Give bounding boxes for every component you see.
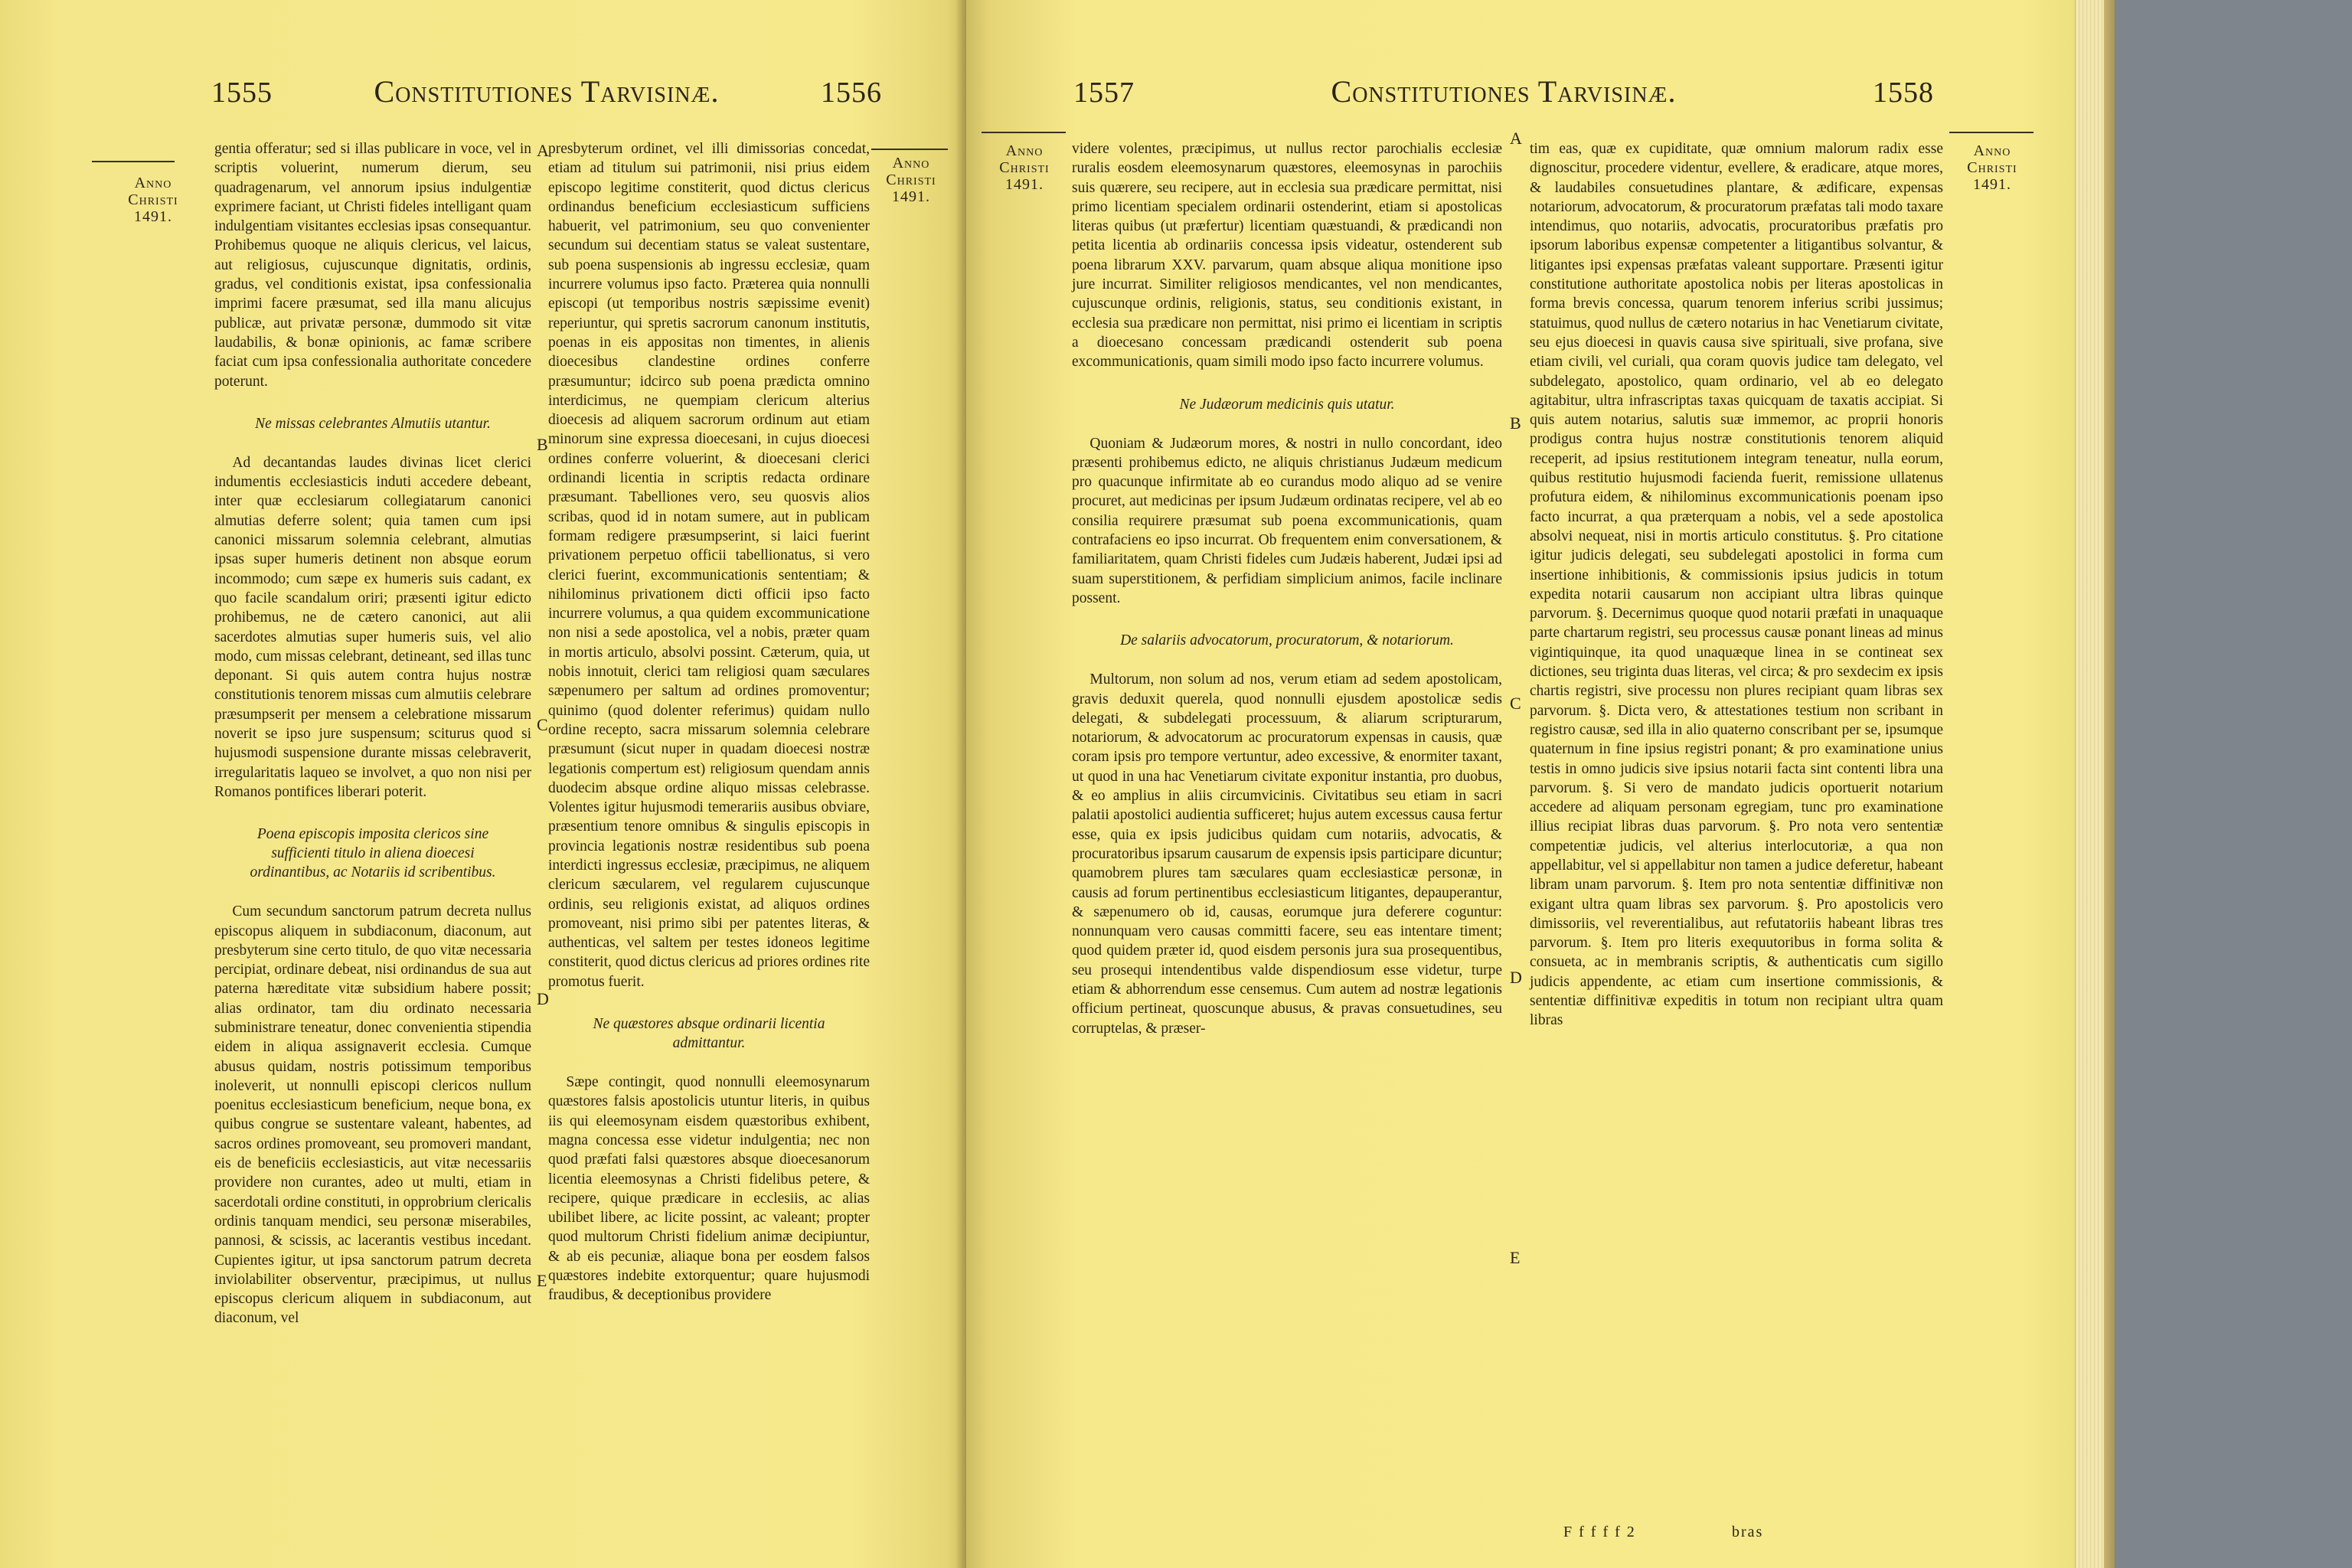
section-heading: Ne quæstores absque ordinarii licentia admittantur.	[593, 1016, 825, 1052]
section-letter: D	[1510, 968, 1522, 987]
signature-mark: F f f f f 2	[1563, 1524, 1636, 1540]
paragraph: Sæpe contingit, quod nonnulli eleemosynarum quæstores falsis apostolicis utuntur literis, in quibus iis qui eleemosynam eisdem quæstoribus exhibent, magna concessa esse videtur indulgentia; nec non quod præfati falsi quæstores absque dioecesanorum licentia eleemosynas a Christi fidelibus petere, & recipere, quique prædicare in ecclesiis, ac alias ubilibet libere, ac licite possint, ac valeant; propter quod multorum Christi fidelium animæ decipiuntur, & ab eis pecuniæ, aliaque bona per eosdem falsos quæstores indebite extorquentur; quare hujusmodi fraudibus, & deceptionibus providere	[548, 1074, 870, 1304]
section-letter: E	[537, 1271, 547, 1290]
page-number: 1557	[1073, 77, 1135, 109]
margin-rule	[982, 132, 1066, 133]
text-column-2	[1530, 139, 1943, 1031]
paragraph: Cum secundum sanctorum patrum decreta nullus episcopus aliquem in subdiaconum, diaconum, aut presbyterum sine certo titulo, de quo vitæ necessaria percipiat, ordinare debeat, nisi ordinandus de sua aut paterna hæreditate vitæ subsidium habere possit; alias ordinator, tam diu ordinato necessaria subministrare teneatur, donec convenientia stipendia eidem in aliqua assignaverit ecclesia. Cumque abusus quidam, nostris potissimum temporibus inoleverit, ut nonnulli episcopi clericos nullum poenitus ecclesiasticum beneficium, neque bona, ex quibus congrue se sustentare valeant, habentes, ad sacros ordines promoveant, seu promoveri mandant, eis de beneficiis ecclesiasticis, aut vitæ necessariis providere non curantes, adeo ut multi, etiam in sacerdotali ordine constituti, in opprobrium clericalis ordinis tanquam mendici, seu personæ miserabiles, pannosi, & scissis, ac lacerantis vestibus incedant. Cupientes igitur, ut ipsa sanctorum patrum decreta inviolabiliter observentur, præcipimus, ut nullus episcopus clericum aliquem in subdiaconum, aut diaconum, vel	[214, 903, 531, 1327]
section-heading: Ne Judæorum medicinis quis utatur.	[1179, 396, 1395, 413]
section-heading: Ne missas celebrantes Almutiis utantur.	[255, 415, 491, 432]
page-number: 1558	[1872, 77, 1934, 109]
running-head-left	[211, 74, 882, 135]
section-letter: C	[537, 715, 548, 734]
section-heading: Poena episcopis imposita clericos sine sufficienti titulo in aliena dioecesi ordinantibus, ac Notariis id scribentibus.	[250, 826, 496, 881]
right-page	[966, 0, 2075, 1568]
section-letter: D	[537, 989, 549, 1008]
margin-note-year: Anno Christi 1491.	[1967, 142, 2017, 193]
section-letter: B	[537, 435, 548, 454]
running-title: Constitutiones Tarvisinæ.	[1331, 74, 1677, 109]
paragraph: gentia offeratur; sed si illas publicare in voce, vel in scriptis voluerint, numerum dierum, seu quadragenarum, vel annorum ipsius indulgentiæ exprimere faciant, ut Christi fideles intelligant quam indulgentiam visitantes ecclesias ipsas consequantur. Prohibemus quoque ne aliquis clericus, vel laicus, aut religiosus, cujuscunque dignitatis, ordinis, gradus, vel conditionis existat, ipsa confessionalia imprimi facere præsumat, sed illa manu alicujus publicæ, aut privatæ personæ, dummodo sit vitæ laudabilis, & bonæ opinionis, ac famæ scribere faciat cum ipsa confessionalia authoritate concedere poterunt.	[214, 141, 531, 390]
paragraph: presbyterum ordinet, vel illi dimissorias concedat, etiam ad titulum sui patrimonii, nisi prius eidem episcopo legitime constiterit, quod dictus clericus ordinandus beneficium ecclesiasticum sufficiens habuerit, vel patrimonium, seu quo convenienter secundum sui decentiam status se valeat sustentare, sub poena suspensionis ab ingressu ecclesiæ, quam incurrere volumus ipso facto. Præterea quia nonnulli episcopi (ut temporibus nostris sæpissime evenit) reperiuntur, qui spretis sacrorum canonum institutis, poenas in eis appositas non timentes, in alienis dioecesibus clandestine ordines conferre præsumuntur; idcirco sub poena prædicta omnino interdicimus, ne quempiam clericum alterius dioecesis ad aliquem sacrorum ordinum aut etiam minorum sine expressa dioecesani, in cujus dioecesi ordines conferre voluerint, & dioecesani clerici ordinandi licentia in scriptis redacta ordinare præsumant. Tabelliones vero, seu quosvis alios scribas, quod id in notam sumere, aut in publicam formam redigere præsumpserint, si laici fuerint privationem perpetuo officii tabellionatus, si vero clerici fuerint, excommunicationis sententiam; & nihilominus privationem dicti officii ipso facto incurrere volumus, a qua quidem excommunicatione non nisi a sede apostolica, vel a nobis, præter quam in mortis articulo, absolvi possint. Cæterum, quia, ut nobis innotuit, clerici tam religiosi quam sæculares sæpenumero per saltum ad ordines promoventur; quinimo (quod dolenter referimus) quidam nullo ordine recepto, sacra missarum solemnia celebrare præsumunt (sicut nuper in quadam dioecesi nostræ legationis compertum est) religiosum quendam annis duodecim absque ordine aliquo missas celebrasse. Volentes igitur hujusmodi temerariis ausibus obviare, præsentium tenore omnibus & singulis episcopis in provincia legationis nostræ residentibus sub poena interdicti ingressus ecclesiæ, præcipimus, ne aliquem clericum sæcularem, vel regularem cujuscunque ordinis, seu religionis existat, ad aliquos ordines promoveant, nisi primo sibi per patentes literas, & authenticas, vel saltem per testes idoneos legitime constiterit, quod dictus clericus ad priores ordines rite promotus fuerit.	[548, 141, 870, 990]
page-edge	[2075, 0, 2105, 1568]
margin-rule	[92, 161, 175, 162]
margin-note-year: Anno Christi 1491.	[999, 142, 1050, 193]
section-heading: De salariis advocatorum, procuratorum, & notariorum.	[1120, 632, 1454, 649]
paragraph: tim eas, quæ ex cupiditate, quæ omnium malorum radix esse dignoscitur, procedere videntur, evellere, & eradicare, atque mores, & laudabiles consuetudines plantare, & ædificare, expensas notariorum, advocatorum, & procuratorum præfatas tali modo taxare intendimus, quo notariis, advocatis, procuratoribus præfatis pro ipsorum laboribus expensæ competenter a litigantibus solvantur, & litigantes ipsi expensas præfatas valeant supportare. Præsenti igitur constitutione authoritate apostolica nobis per literas apostolicas in forma brevis concessa, quarum tenorem inferius scribi jussimus; statuimus, quod nullus de cætero notarius in hac Venetiarum civitate, seu ejus dioecesi in quavis causa sive spirituali, sive profana, sive etiam civili, vel curiali, qua coram quovis judice tam delegato, vel subdelegato, apostolico, quam ordinario, vel ab eo delegato agitabitur, ultra infrascriptas taxas quicquam de taxatis accipiat. Si quis autem notarius, salutis suæ immemor, ac proprii honoris prodigus contra hujus nostræ constitutionis tenorem aliquid receperit, ad ipsius restitutionem integram teneatur, nulla eorum, quibus restitutio hujusmodi facienda fuerit, remissione ullatenus profutura eidem, & nihilominus excommunicationis poenam ipso facto incurrat, a qua præterquam a nobis, vel a sede apostolica absolvi nequeat, nisi in mortis articulo constitutus. §. Pro citatione igitur judicis delegati, seu subdelegati apostolici in forma cum insertione inhibitionis, & commissionis ipsius judicis in totum expedita notarii causarum non accipiant ultra libras quinque parvorum. §. Decernimus quoque quod notarii præfati in unaquaque parte chartarum registri, seu processus causæ ponant lineas ad minus vigintiquinque, ita quod unaquæque linea in se contineat sex dictiones, seu triginta duas literas, vel circa; & pro sexdecim ex ipsis chartis registri, sive processu non plures recipiant quam libras sex parvorum. §. Dicta vero, & attestationes testium non scribant in registro causæ, sed illa in alio quaterno conscribant per se, ipsumque quaternum in fine ipsius registri ponant; & pro examinatione unius testis in omno judicis sive ipsius notarii facta sint contenti libra una parvorum. §. Si vero de mandato judicis oportuerit notarium accedere ad aliquam personam egregiam, tunc pro examinatione illius recipiat libras duas parvorum. §. Pro nota vero sententiæ competentiæ judicis, vel alterius interlocutoriæ, a qua non appellabitur, vel si appellabitur non tamen a judice deferetur, habeant libram unam parvorum. §. Item pro nota sententiæ diffinitivæ non exigant ultra quam libras sex parvorum. §. Pro apostolicis vero dimissoriis, vel reverentialibus, aut refutatoriis habeant libras tres parvorum. §. Item pro literis exequutoribus in forma solita & consueta, ac in membranis scriptis, & authenticatis cum sigillo judicis appendente, ac etiam cum insertione commissionis, & sententiæ diffinitivæ expeditis in totum non recipiant ultra quam libras	[1530, 141, 1943, 1029]
text-column-1	[214, 139, 531, 1328]
left-page	[0, 0, 966, 1568]
section-letter: C	[1510, 694, 1521, 713]
margin-note-year: Anno Christi 1491.	[886, 155, 936, 205]
margin-rule	[1949, 132, 2034, 133]
running-head-right	[1073, 74, 1934, 135]
paragraph: videre volentes, præcipimus, ut nullus rector parochialis ecclesiæ ruralis eosdem eleemosynarum quæstores, eleemosynas in parochiis suis quærere, seu recipere, aut in ecclesia sua prædicare permittat, nisi primo licentiam specialem ordinarii ostenderint, etiam si apostolicas literas quibus (ut præfertur) licentiam quæstuandi, & prædicandi non petita licentia ab ordinariis concessa ipsis videatur, ostenderent sub poena librarum XXV. parvarum, quam absque aliqua monitione ipso jure incurrat. Similiter religiosos mendicantes, vel non mendicantes, cujuscunque ordinis, religionis, status, seu conditionis existant, in ecclesia sua prædicare non permittat, nisi primo ei licentiam in scriptis a dioecesano concessam prædicandi ostenderit sub poena excommunicationis, quam simili modo ipso facto incurrere volumus.	[1072, 141, 1502, 371]
paragraph: Multorum, non solum ad nos, verum etiam ad sedem apostolicam, gravis deduxit querela, quod nonnulli ejusdem apostolicæ sedis delegati, & subdelegati processuum, & aliarum scripturarum, notariorum, & advocatorum ac procuratorum expensas in causis, quæ coram ipsis pro tempore vertuntur, adeo excessive, & enormiter taxant, ut quod in una hac Venetiarum civitate exponitur instantia, pro duobus, & eo amplius in aliis circumvicinis. Civitatibus seu etiam in sacri palatii apostolici audientia sufficeret; hujus autem excessus causa fertur esse, quia ex ipsis judicibus quidam cum notariis, advocatis, & procuratoribus ipsarum causarum de expensis ipsis participare dicuntur; quamobrem plures tam sæculares quam ecclesiasticæ personæ, in causis ad forum pertinentibus ecclesiasticum litigantes, depauperantur, & sæpenumero ob id, causas, eorumque jura deferere coguntur: nonnunquam vero causas committi facere, seu eas intentare timent; quod quidem præter id, quod eisdem personis jura sua prosequentibus, seu prosequi intendentibus valde dispendiosum esse videtur, turpe etiam & abhorrendum esse censemus. Cum autem ad nostræ legationis officium pertineat, quoscunque abusus, & pravas consuetudines, seu corruptelas, & præser-	[1072, 671, 1502, 1037]
page-number: 1556	[820, 77, 882, 109]
section-letter: A	[537, 141, 549, 160]
book-cover-edge	[2104, 0, 2115, 1568]
paragraph: Quoniam & Judæorum mores, & nostri in nullo concordant, ideo præsenti prohibemus edicto, ne aliquis christianus Judæum medicum pro quacunque infirmitate ab eo curandus modo aliquo ad se venire procuret, aut medicinas per ipsum Judæum ordinatas recipere, vel ab eo consilia requirere præsumat sub poena excommunicationis, quam contrafaciens eo ipso incurrat. Ob frequentem enim conversationem, & familiaritatem, quam Christi fideles cum Judæis haberent, Judæi ipsi ad suam superstitionem, & perfidiam simplicium animos, facile inclinare possent.	[1072, 435, 1502, 606]
margin-rule	[871, 149, 948, 150]
text-column-2	[548, 139, 870, 1305]
paragraph: Ad decantandas laudes divinas licet clerici indumentis ecclesiasticis induti accedere debeant, inter quæ ecclesiarum collegiatarum canonici almutias deferre solent; quia tamen cum ipsi canonici missarum solemnia celebrant, almutias ipsas super humeris detinent non absque eorum incommodo; cum sæpe ex humeris suis cadant, ex quo facile scandalum oriri; præsenti igitur edicto prohibemus, ne de cætero canonici, aut alii sacerdotes almutias super humeris suis, vel alio modo, cum missas celebrant, detineant, sed illas tunc deponant. Si quis autem contra hujus nostræ constitutionis tenorem missas cum almutiis celebrare præsumpserit per mensem a celebratione missarum noverit se ipso jure suspensum; sciturus quod si hujusmodi suspensione durante missas celebraverit, irregularitatis laqueo se involvet, a quo non nisi per Romanos pontifices liberari poterit.	[214, 454, 531, 800]
section-letter: B	[1510, 413, 1521, 433]
margin-note-year: Anno Christi 1491.	[128, 175, 178, 225]
section-letter: A	[1510, 129, 1522, 148]
running-title: Constitutiones Tarvisinæ.	[374, 74, 720, 109]
section-letter: E	[1510, 1248, 1521, 1267]
page-number: 1555	[211, 77, 273, 109]
text-column-1	[1072, 139, 1502, 1038]
catchword: bras	[1732, 1524, 1764, 1540]
